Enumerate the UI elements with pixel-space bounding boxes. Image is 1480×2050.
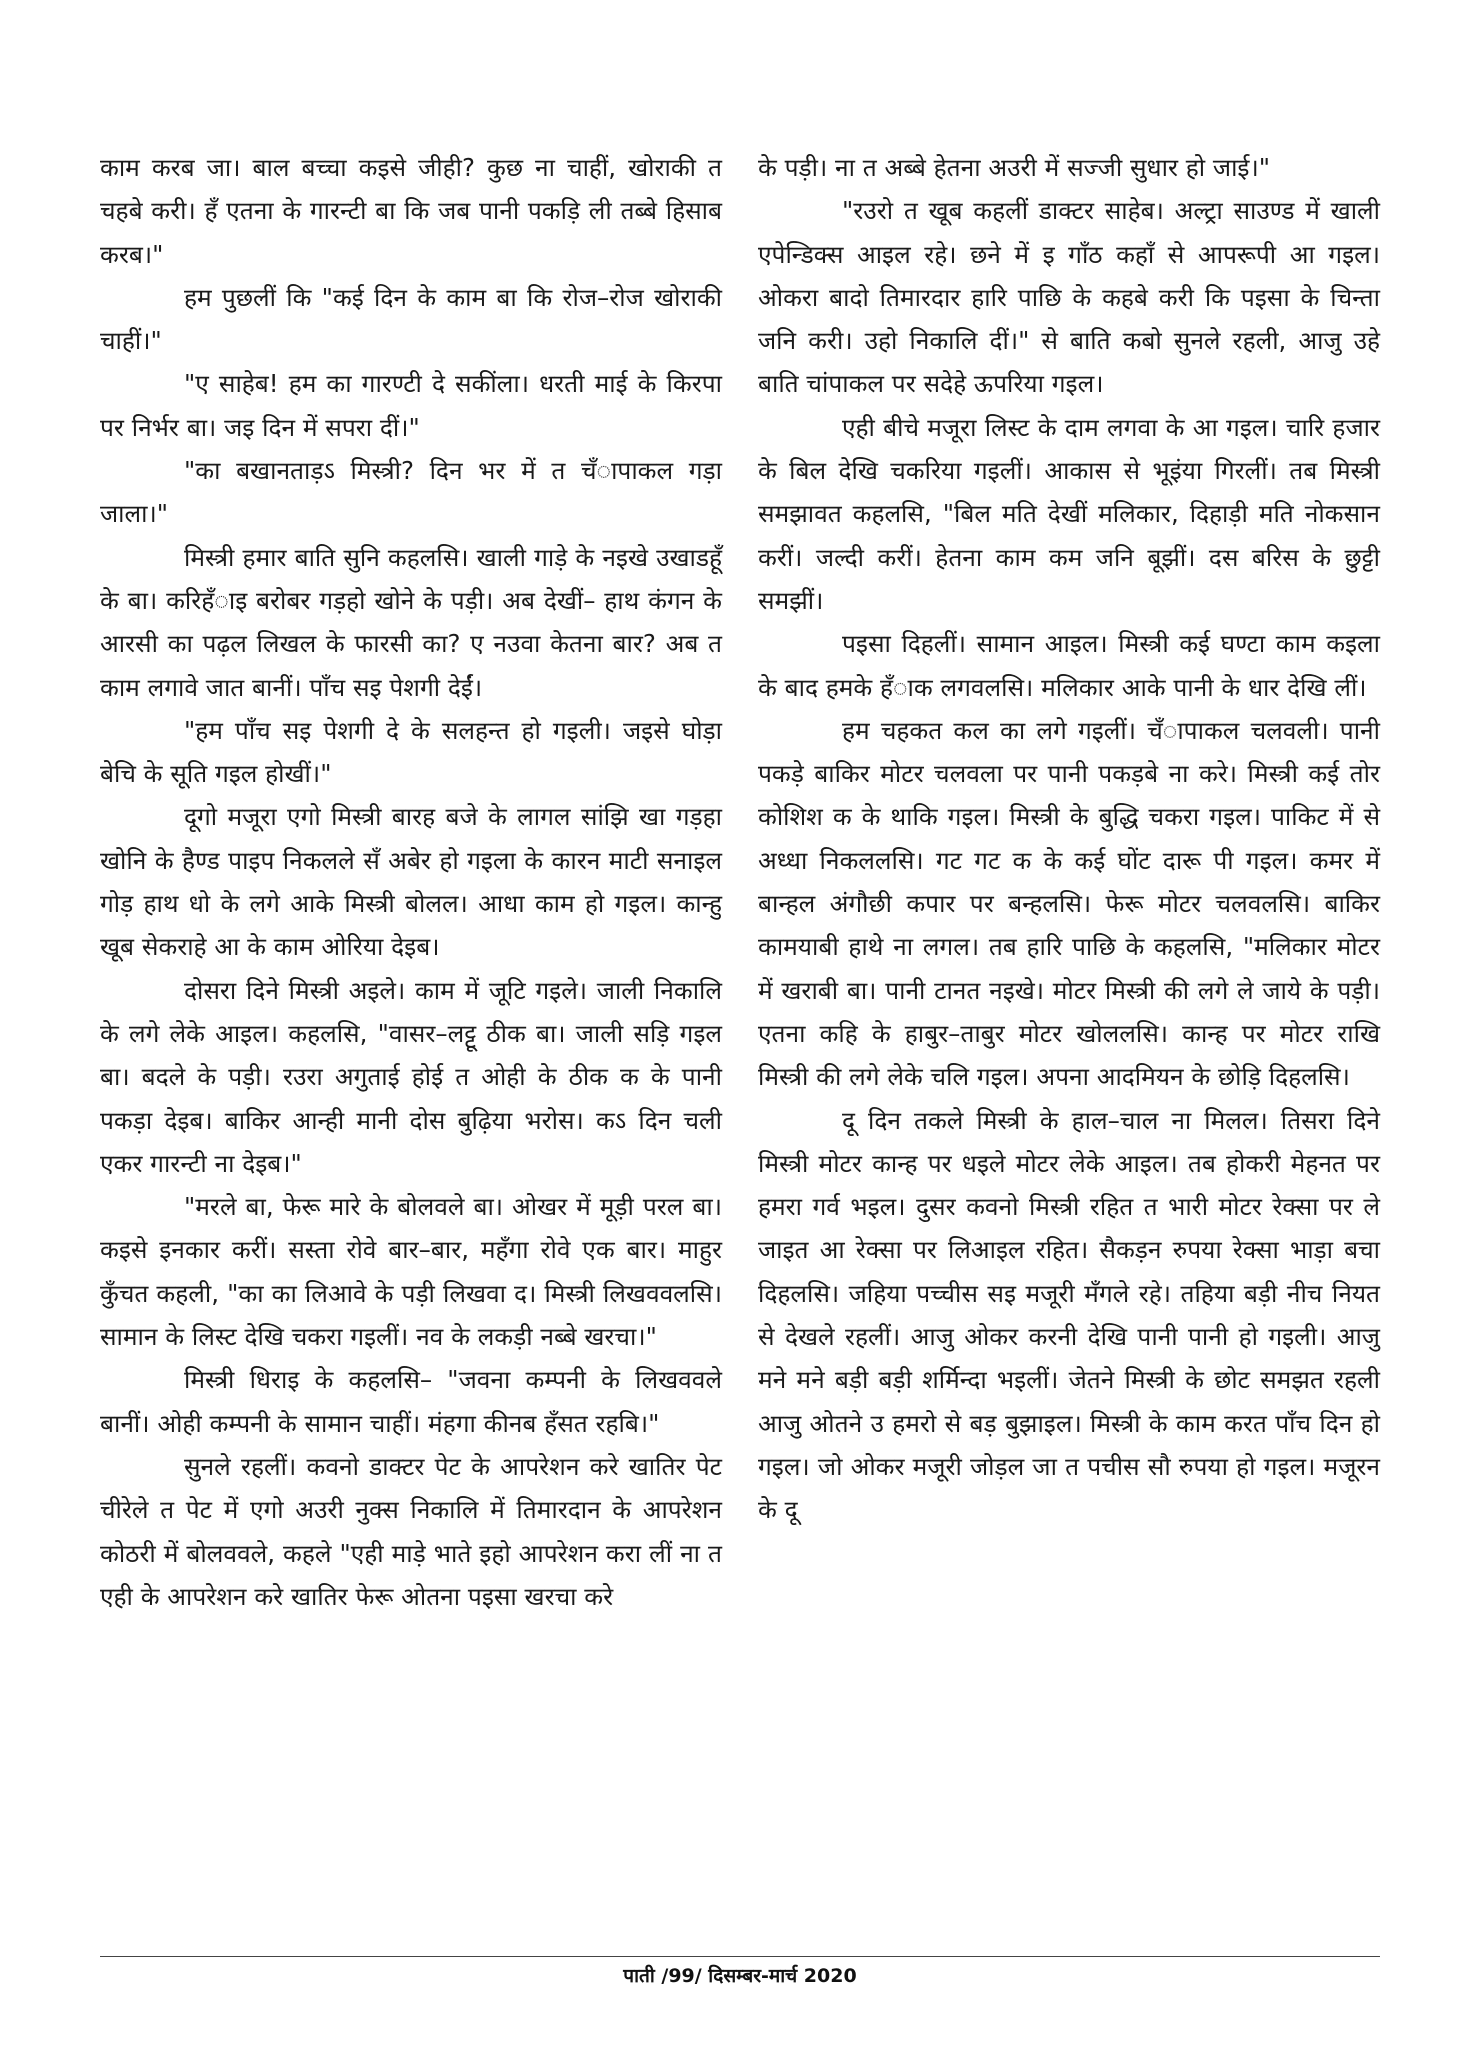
left-text-column — [100, 146, 722, 1618]
paragraph: "ए साहेब! हम का गारण्टी दे सकींला। धरती माई के किरपा पर निर्भर बा। जइ दिन में सपरा दीं।" — [100, 369, 722, 442]
paragraph: "का बखानताड़ऽ मिस्त्री? दिन भर में त चँापाकल गड़ा जाला।" — [100, 456, 722, 529]
paragraph: मिस्त्री धिराइ के कहलसि– "जवना कम्पनी के लिखववले बानीं। ओही कम्पनी के सामान चाहीं। मंहगा कीनब हँसत रहबि।" — [100, 1365, 722, 1438]
paragraph: के पड़ी। ना त अब्बे हेतना अउरी में सज्जी सुधार हो जाई।" — [758, 153, 1271, 182]
paragraph: "मरले बा, फेरू मारे के बोलवले बा। ओखर में मूड़ी परल बा। कइसे इनकार करीं। सस्ता रोवे बार–बार, महँगा रोवे एक बार। माहुर कुँचत कहली, "का का लिआवे के पड़ी लिखवा द। मिस्त्री लिखववलसि। सामान के लिस्ट देखि चकरा गइलीं। नव के लकड़ी नब्बे खरचा।" — [100, 1192, 722, 1352]
footer-divider — [100, 1956, 1380, 1957]
paragraph: दूगो मजूरा एगो मिस्त्री बारह बजे के लागल सांझि खा गड़हा खोनि के हैण्ड पाइप निकलले सँ अबेर हो गइला के कारन माटी सनाइल गोड़ हाथ धो के लगे आके मिस्त्री बोलल। आधा काम हो गइल। कान्हु खूब सेकराहे आ के काम ओरिया देइब। — [100, 802, 722, 962]
paragraph: हम पुछलीं कि "कई दिन के काम बा कि रोज–रोज खोराकी चाहीं।" — [100, 282, 722, 356]
paragraph: "रउरो त खूब कहलीं डाक्टर साहेब। अल्ट्रा साउण्ड में खाली एपेन्डिक्स आइल रहे। छने में इ गाँठ कहाँ से आपरूपी आ गइल। ओकरा बादो तिमारदार हारि पाछि के कहबे करी कि पइसा के चिन्ता जनि करी। उहो निकालि दीं।" से बाति कबो सुनले रहली, आजु उहे बाति चांपाकल पर सदेहे ऊपरिया गइल। — [758, 196, 1380, 399]
paragraph: मिस्त्री हमार बाति सुनि कहलसि। खाली गाड़े के नइखे उखाडहूँ के बा। करिहँाइ बरोबर गड़हो खोने के पड़ी। अब देखीं– हाथ कंगन के आरसी का पढ़ल लिखल के फारसी का? ए नउवा केतना बार? अब त काम लगावे जात बानीं। पाँच सइ पेशगी देईं। — [100, 542, 722, 702]
paragraph: काम करब जा। बाल बच्चा कइसे जीही? कुछ ना चाहीं, खोराकी त चहबे करी। हँ एतना के गारन्टी बा कि जब पानी पकड़ि ली तब्बे हिसाब करब।" — [100, 153, 722, 269]
paragraph: दोसरा दिने मिस्त्री अइले। काम में जूटि गइले। जाली निकालि के लगे लेके आइल। कहलसि, "वासर–लट्टू ठीक बा। जाली सड़ि गइल बा। बदले के पड़ी। रउरा अगुताई होई त ओही के ठीक क के पानी पकड़ा देइब। बाकिर आन्ही मानी दोस बुढ़िया भरोस। कऽ दिन चली एकर गारन्टी ना देइब।" — [100, 975, 722, 1178]
paragraph: पइसा दिहलीं। सामान आइल। मिस्त्री कई घण्टा काम कइला के बाद हमके हँाक लगवलसि। मलिकार आके पानी के धार देखि लीं। — [758, 629, 1380, 702]
paragraph: हम चहकत कल का लगे गइलीं। चँापाकल चलवली। पानी पकड़े बाकिर मोटर चलवला पर पानी पकड़बे ना करे। मिस्त्री कई तोर कोशिश क के थाकि गइल। मिस्त्री के बुद्धि चकरा गइल। पाकिट में से अध्धा निकललसि। गट गट क के कई घोंट दारू पी गइल। कमर में बान्हल अंगौछी कपार पर बन्हलसि। फेरू मोटर चलवलसि। बाकिर कामयाबी हाथे ना लगल। तब हारि पाछि के कहलसि, "मलिकार मोटर में खराबी बा। पानी टानत नइखे। मोटर मिस्त्री की लगे ले जाये के पड़ी। एतना कहि के हाबुर–ताबुर मोटर खोललसि। कान्ह पर मोटर राखि मिस्त्री की लगे लेके चलि गइल। अपना आदमियन के छोड़ि दिहलसि। — [758, 715, 1380, 1092]
paragraph: सुनले रहलीं। कवनो डाक्टर पेट के आपरेशन करे खातिर पेट चीरेले त पेट में एगो अउरी नुक्स निकालि में तिमारदान के आपरेशन कोठरी में बोलववले, कहले "एही माड़े भाते इहो आपरेशन करा लीं ना त एही के आपरेशन करे खातिर फेरू ओतना पइसा खरचा करे — [100, 1451, 722, 1611]
paragraph: एही बीचे मजूरा लिस्ट के दाम लगवा के आ गइल। चारि हजार के बिल देखि चकरिया गइलीं। आकास से भूइंया गिरलीं। तब मिस्त्री समझावत कहलसि, "बिल मति देखीं मलिकार, दिहाड़ी मति नोकसान करीं। जल्दी करीं। हेतना काम कम जनि बूझीं। दस बरिस के छुट्टी समझीं। — [758, 412, 1380, 615]
page-footer: पाती /99/ दिसम्बर-मार्च 2020 — [623, 1965, 857, 1987]
paragraph: दू दिन तकले मिस्त्री के हाल–चाल ना मिलल। तिसरा दिने मिस्त्री मोटर कान्ह पर धइले मोटर लेके आइल। तब होकरी मेहनत पर हमरा गर्व भइल। दुसर कवनो मिस्त्री रहित त भारी मोटर रेक्सा पर ले जाइत आ रेक्सा पर लिआइल रहित। सैकड़न रुपया रेक्सा भाड़ा बचा दिहलसि। जहिया पच्चीस सइ मजूरी मँगले रहे। तहिया बड़ी नीच नियत से देखले रहलीं। आजु ओकर करनी देखि पानी पानी हो गइली। आजु मने मने बड़ी बड़ी शर्मिन्दा भइलीं। जेतने मिस्त्री के छोट समझत रहली आजु ओतने उ हमरो से बड़ बुझाइल। मिस्त्री के काम करत पाँच दिन हो गइल। जो ओकर मजूरी जोड़ल जा त पचीस सौ रुपया हो गइल। मजूरन के दू — [758, 1105, 1380, 1525]
paragraph: "हम पाँच सइ पेशगी दे के सलहन्त हो गइली। जइसे घोड़ा बेचि के सूति गइल होखीं।" — [100, 715, 722, 789]
right-text-column — [758, 146, 1380, 1532]
